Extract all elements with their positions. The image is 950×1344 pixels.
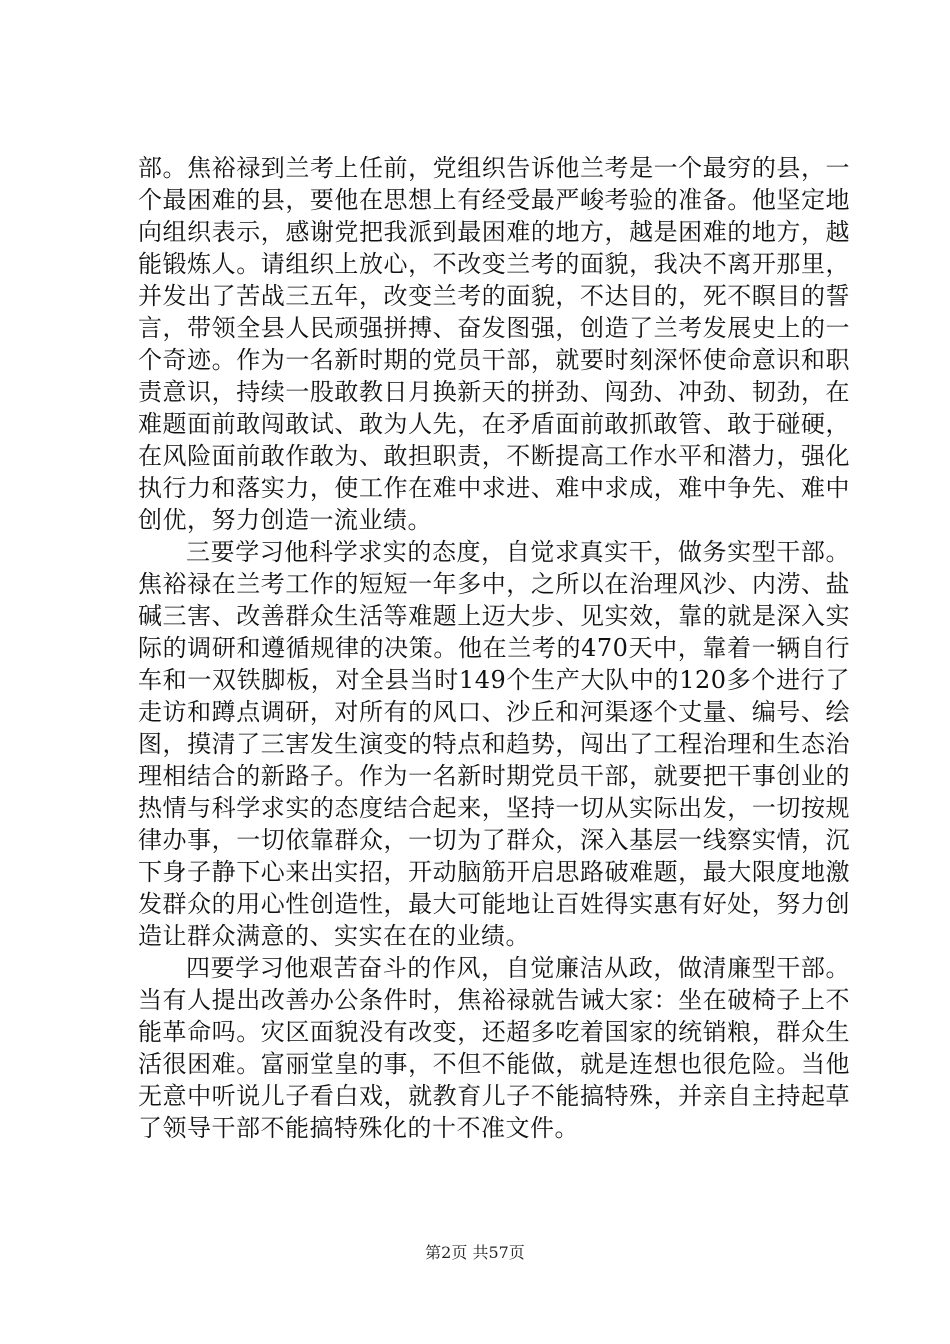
- paragraph-1: 部。焦裕禄到兰考上任前，党组织告诉他兰考是一个最穷的县，一个最困难的县，要他在思想上有经受最严峻考验的准备。他坚定地向组织表示，感谢党把我派到最困难的地方，越是困难的地方，越能锻炼人。请组织上放心，不改变兰考的面貌，我决不离开那里，并发出了苦战三五年，改变兰考的面貌，不达目的，死不瞑目的誓言，带领全县人民顽强拼搏、奋发图强，创造了兰考发展史上的一个奇迹。作为一名新时期的党员干部，就要时刻深怀使命意识和职责意识，持续一股敢教日月换新天的拼劲、闯劲、冲劲、韧劲，在难题面前敢闯敢试、敢为人先，在矛盾面前敢抓敢管、敢于碰硬，在风险面前敢作敢为、敢担职责，不断提高工作水平和潜力，强化执行力和落实力，使工作在难中求进、难中求成，难中争先、难中创优，努力创造一流业绩。: [138, 154, 850, 534]
- document-body: [138, 152, 850, 1144]
- paragraph-2: 三要学习他科学求实的态度，自觉求真实干，做务实型干部。焦裕禄在兰考工作的短短一年多中，之所以在治理风沙、内涝、盐碱三害、改善群众生活等难题上迈大步、见实效，靠的就是深入实际的调研和遵循规律的决策。他在兰考的470天中，靠着一辆自行车和一双铁脚板，对全县当时149个生产大队中的120多个进行了走访和蹲点调研，对所有的风口、沙丘和河渠逐个丈量、编号、绘图，摸清了三害发生演变的特点和趋势，闯出了工程治理和生态治理相结合的新路子。作为一名新时期党员干部，就要把干事创业的热情与科学求实的态度结合起来，坚持一切从实际出发，一切按规律办事，一切依靠群众，一切为了群众，深入基层一线察实情，沉下身子静下心来出实招，开动脑筋开启思路破难题，最大限度地激发群众的用心性创造性，最大可能地让百姓得实惠有好处，努力创造让群众满意的、实实在在的业绩。: [138, 538, 850, 950]
- paragraph-3: 四要学习他艰苦奋斗的作风，自觉廉洁从政，做清廉型干部。当有人提出改善办公条件时，焦裕禄就告诫大家：坐在破椅子上不能革命吗。灾区面貌没有改变，还超多吃着国家的统销粮，群众生活很困难。富丽堂皇的事，不但不能做，就是连想也很危险。当他无意中听说儿子看白戏，就教育儿子不能搞特殊，并亲自主持起草了领导干部不能搞特殊化的十不准文件。: [138, 954, 850, 1142]
- page-number-footer: 第2页 共57页: [425, 1243, 525, 1262]
